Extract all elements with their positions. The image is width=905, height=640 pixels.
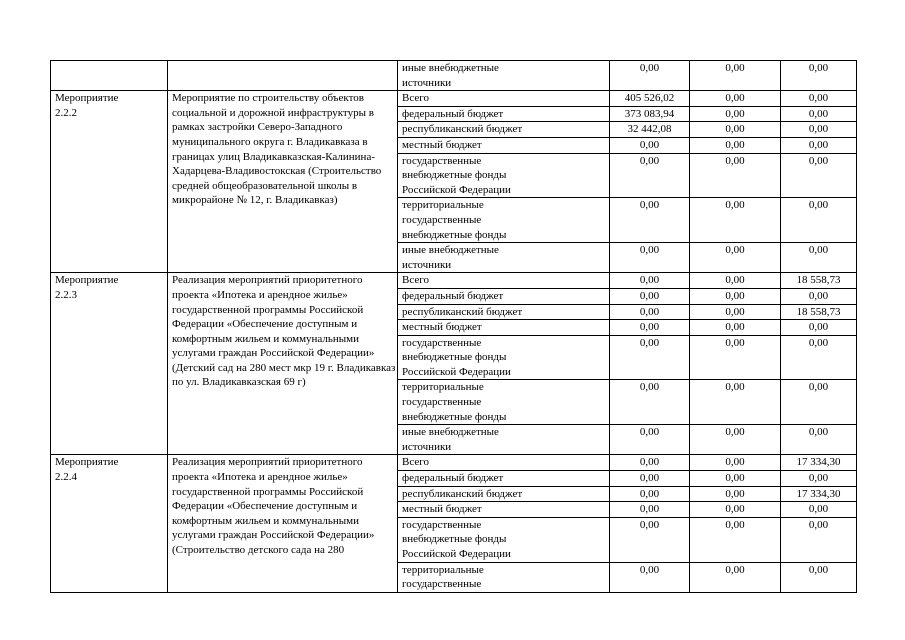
funding-source-cell: Всего [398,91,610,107]
funding-source-cell: федеральный бюджет [398,106,610,122]
amount-cell-year-1: 0,00 [610,61,690,91]
amount-cell-year-3: 0,00 [781,106,857,122]
amount-cell-year-2: 0,00 [690,106,781,122]
table-row [51,61,857,91]
amount-cell-year-2: 0,00 [690,61,781,91]
measure-cell: Мероприятие 2.2.2 [51,91,168,273]
amount-cell-year-1: 0,00 [610,288,690,304]
amount-cell-year-2: 0,00 [690,380,781,425]
amount-cell-year-1: 0,00 [610,335,690,380]
amount-cell-year-1: 0,00 [610,471,690,487]
amount-cell-year-1: 0,00 [610,517,690,562]
amount-cell-year-3: 0,00 [781,471,857,487]
funding-source-cell: республиканский бюджет [398,122,610,138]
amount-cell-year-2: 0,00 [690,455,781,471]
funding-source-cell: республиканский бюджет [398,486,610,502]
funding-source-cell: федеральный бюджет [398,288,610,304]
amount-cell-year-1: 0,00 [610,153,690,198]
amount-cell-year-1: 0,00 [610,455,690,471]
amount-cell-year-3: 0,00 [781,198,857,243]
measure-cell: Мероприятие 2.2.4 [51,455,168,592]
amount-cell-year-2: 0,00 [690,517,781,562]
amount-cell-year-1: 0,00 [610,562,690,592]
amount-cell-year-1: 405 526,02 [610,91,690,107]
amount-cell-year-1: 0,00 [610,486,690,502]
amount-cell-year-2: 0,00 [690,335,781,380]
funding-source-cell: федеральный бюджет [398,471,610,487]
table-row [51,273,857,289]
amount-cell-year-1: 373 083,94 [610,106,690,122]
amount-cell-year-3: 0,00 [781,380,857,425]
amount-cell-year-1: 0,00 [610,137,690,153]
amount-cell-year-2: 0,00 [690,122,781,138]
amount-cell-year-3: 17 334,30 [781,455,857,471]
amount-cell-year-3: 0,00 [781,153,857,198]
funding-source-cell: территориальные государственные внебюджетные фонды [398,380,610,425]
funding-table [50,60,857,593]
amount-cell-year-2: 0,00 [690,153,781,198]
amount-cell-year-2: 0,00 [690,425,781,455]
amount-cell-year-3: 0,00 [781,288,857,304]
funding-source-cell: территориальные государственные [398,562,610,592]
amount-cell-year-3: 0,00 [781,61,857,91]
funding-source-cell: местный бюджет [398,137,610,153]
amount-cell-year-1: 0,00 [610,502,690,518]
amount-cell-year-1: 0,00 [610,380,690,425]
amount-cell-year-3: 0,00 [781,502,857,518]
amount-cell-year-3: 0,00 [781,320,857,336]
amount-cell-year-1: 0,00 [610,425,690,455]
amount-cell-year-1: 0,00 [610,198,690,243]
funding-source-cell: территориальные государственные внебюджетные фонды [398,198,610,243]
funding-source-cell: государственные внебюджетные фонды Российской Федерации [398,517,610,562]
amount-cell-year-1: 0,00 [610,320,690,336]
amount-cell-year-1: 0,00 [610,243,690,273]
measure-description-cell [168,61,398,91]
amount-cell-year-3: 0,00 [781,243,857,273]
amount-cell-year-2: 0,00 [690,486,781,502]
amount-cell-year-2: 0,00 [690,304,781,320]
funding-source-cell: иные внебюджетные источники [398,425,610,455]
amount-cell-year-3: 0,00 [781,517,857,562]
table-row [51,455,857,471]
amount-cell-year-2: 0,00 [690,91,781,107]
table-row [51,91,857,107]
amount-cell-year-2: 0,00 [690,288,781,304]
amount-cell-year-2: 0,00 [690,273,781,289]
amount-cell-year-3: 0,00 [781,91,857,107]
amount-cell-year-3: 0,00 [781,562,857,592]
measure-description-cell: Мероприятие по строительству объектов социальной и дорожной инфраструктуры в рамках застройки Северо-Западного муниципального округа г. Владикавказа в границах улиц Владикавказская-Калинина-Хадарцева-Владивостокская (Строительство средней общеобразовательной школы в микрорайоне № 12, г. Владикавказ) [168,91,398,273]
amount-cell-year-3: 0,00 [781,335,857,380]
funding-source-cell: местный бюджет [398,502,610,518]
amount-cell-year-2: 0,00 [690,502,781,518]
amount-cell-year-3: 17 334,30 [781,486,857,502]
amount-cell-year-1: 0,00 [610,273,690,289]
amount-cell-year-3: 0,00 [781,122,857,138]
funding-source-cell: государственные внебюджетные фонды Российской Федерации [398,153,610,198]
funding-source-cell: Всего [398,455,610,471]
funding-source-cell: иные внебюджетные источники [398,61,610,91]
amount-cell-year-2: 0,00 [690,243,781,273]
amount-cell-year-2: 0,00 [690,562,781,592]
amount-cell-year-2: 0,00 [690,198,781,243]
funding-source-cell: иные внебюджетные источники [398,243,610,273]
amount-cell-year-3: 18 558,73 [781,304,857,320]
amount-cell-year-3: 0,00 [781,425,857,455]
amount-cell-year-1: 32 442,08 [610,122,690,138]
funding-table-body [51,61,857,593]
measure-description-cell: Реализация мероприятий приоритетного проекта «Ипотека и арендное жилье» государственной программы Российской Федерации «Обеспечение доступным и комфортным жильем и коммунальными услугами граждан Российской Федерации» (Детский сад на 280 мест мкр 19 г. Владикавказ по ул. Владикавказская 69 г) [168,273,398,455]
amount-cell-year-3: 0,00 [781,137,857,153]
measure-cell: Мероприятие 2.2.3 [51,273,168,455]
funding-source-cell: местный бюджет [398,320,610,336]
funding-source-cell: республиканский бюджет [398,304,610,320]
measure-description-cell: Реализация мероприятий приоритетного проекта «Ипотека и арендное жилье» государственной программы Российской Федерации «Обеспечение доступным и комфортным жильем и коммунальными услугами граждан Российской Федерации» (Строительство детского сада на 280 [168,455,398,592]
funding-source-cell: государственные внебюджетные фонды Российской Федерации [398,335,610,380]
amount-cell-year-2: 0,00 [690,320,781,336]
measure-cell [51,61,168,91]
funding-source-cell: Всего [398,273,610,289]
amount-cell-year-2: 0,00 [690,137,781,153]
amount-cell-year-1: 0,00 [610,304,690,320]
amount-cell-year-2: 0,00 [690,471,781,487]
amount-cell-year-3: 18 558,73 [781,273,857,289]
